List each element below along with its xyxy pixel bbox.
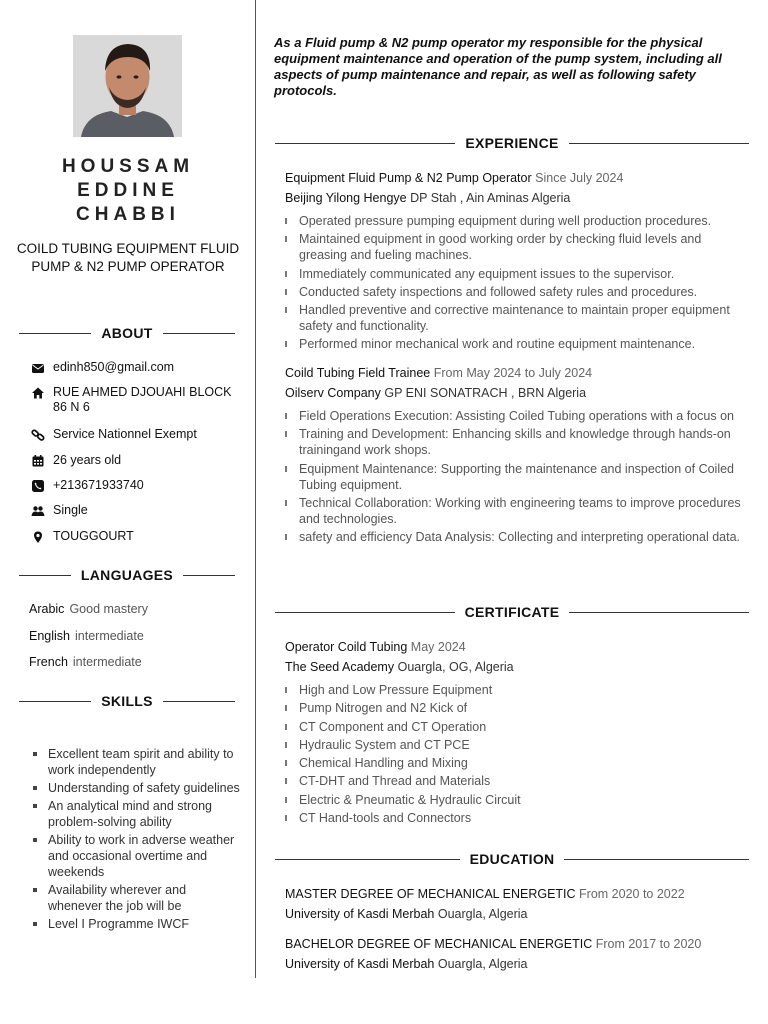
list-item: Electric & Pneumatic & Hydraulic Circuit <box>285 792 750 808</box>
contact-age-text: 26 years old <box>53 453 122 467</box>
languages-heading-label: LANGUAGES <box>80 567 174 583</box>
contact-marital-status-text: Single <box>53 503 88 517</box>
school-name: University of Kasdi Merbah <box>285 957 435 971</box>
contact-address-text: RUE AHMED DJOUAHI BLOCK 86 N 6 <box>53 385 232 414</box>
contact-address <box>31 385 241 415</box>
about-heading-label: ABOUT <box>101 325 153 341</box>
list-item: Availability wherever and whenever the job will be <box>33 882 243 914</box>
certificate-entry <box>285 638 750 676</box>
list-item: Maintained equipment in good working order by checking fluid levels and greasing and fueling machines. <box>285 231 750 263</box>
job-company: Beijing Yilong Hengye <box>285 191 407 205</box>
job-company: Oilserv Company <box>285 386 381 400</box>
list-item: CT-DHT and Thread and Materials <box>285 773 750 789</box>
sidebar <box>0 0 256 1024</box>
list-item: High and Low Pressure Equipment <box>285 682 750 698</box>
profile-photo <box>73 35 182 137</box>
name-line-last: CHABBI <box>76 204 180 225</box>
users-icon <box>31 504 45 518</box>
languages-heading <box>19 565 235 585</box>
contact-service <box>31 427 241 442</box>
list-item: Understanding of safety guidelines <box>33 780 243 796</box>
list-item: Pump Nitrogen and N2 Kick of <box>285 700 750 716</box>
list-item: Level I Programme IWCF <box>33 916 243 932</box>
phone-icon <box>31 479 45 493</box>
calendar-icon <box>31 454 45 468</box>
home-icon <box>31 386 45 400</box>
candidate-name <box>0 155 256 227</box>
school-location: Ouargla, Algeria <box>437 907 528 921</box>
school-location: Ouargla, Algeria <box>437 957 528 971</box>
education-heading <box>275 849 749 869</box>
degree-title: MASTER DEGREE OF MECHANICAL ENERGETIC <box>285 887 576 901</box>
language-name: English <box>29 629 70 643</box>
job-entry-1 <box>285 169 750 207</box>
degree-date: From 2020 to 2022 <box>579 887 685 901</box>
list-item: Hydraulic System and CT PCE <box>285 737 750 753</box>
job-title: Equipment Fluid Pump & N2 Pump Operator <box>285 171 532 185</box>
school-name: University of Kasdi Merbah <box>285 907 435 921</box>
list-item: Performed minor mechanical work and routine equipment maintenance. <box>285 336 750 352</box>
education-entry-1 <box>285 885 750 923</box>
job-2-bullets <box>285 408 750 547</box>
list-item: Chemical Handling and Mixing <box>285 755 750 771</box>
degree-date: From 2017 to 2020 <box>595 937 702 951</box>
language-name: French <box>29 655 68 669</box>
education-heading-label: EDUCATION <box>469 851 555 867</box>
language-level: intermediate <box>72 655 142 669</box>
job-location: GP ENI SONATRACH , BRN Algeria <box>384 386 587 400</box>
list-item: Immediately communicated any equipment issues to the supervisor. <box>285 266 750 282</box>
list-item: Field Operations Execution: Assisting Coiled Tubing operations with a focus on <box>285 408 750 424</box>
list-item: Excellent team spirit and ability to work independently <box>33 746 243 778</box>
certificate-title: Operator Coild Tubing <box>285 640 408 654</box>
experience-heading <box>275 133 749 153</box>
language-item <box>29 655 142 670</box>
skills-heading <box>19 691 235 711</box>
certificate-heading <box>275 602 749 622</box>
list-item: Equipment Maintenance: Supporting the maintenance and inspection of Coiled Tubing equipment. <box>285 461 750 493</box>
column-divider <box>255 0 256 978</box>
envelope-icon <box>31 361 45 375</box>
language-item <box>29 602 148 617</box>
certificate-date: May 2024 <box>410 640 466 654</box>
skills-list <box>33 746 243 934</box>
location-pin-icon <box>31 530 45 544</box>
name-line-middle: EDDINE <box>77 180 179 201</box>
language-item <box>29 629 144 644</box>
job-entry-2 <box>285 364 750 402</box>
skills-heading-label: SKILLS <box>101 693 153 709</box>
contact-phone-text: +213671933740 <box>53 478 144 492</box>
list-item: Training and Development: Enhancing skills and knowledge through hands-on trainingand work shops. <box>285 426 750 458</box>
certificate-bullets <box>285 682 750 828</box>
job-1-bullets <box>285 213 750 355</box>
list-item: CT Hand-tools and Connectors <box>285 810 750 826</box>
certificate-heading-label: CERTIFICATE <box>464 604 560 620</box>
list-item: safety and efficiency Data Analysis: Collecting and interpreting operational data. <box>285 529 750 545</box>
job-location: DP Stah , Ain Aminas Algeria <box>410 191 571 205</box>
contact-email-text: edinh850@gmail.com <box>53 360 175 374</box>
job-date: Since July 2024 <box>535 171 624 185</box>
language-level: intermediate <box>75 629 144 643</box>
link-icon <box>31 428 45 442</box>
certificate-issuer: The Seed Academy <box>285 660 395 674</box>
contact-age <box>31 453 241 468</box>
contact-email <box>31 360 241 375</box>
list-item: Technical Collaboration: Working with engineering teams to improve procedures and technologies. <box>285 495 750 527</box>
name-line-first: HOUSSAM <box>61 156 195 177</box>
experience-heading-label: EXPERIENCE <box>465 135 559 151</box>
job-date: From May 2024 to July 2024 <box>433 366 593 380</box>
language-name: Arabic <box>29 602 65 616</box>
job-title: COILD TUBING EQUIPMENT FLUID PUMP & N2 PUMP OPERATOR <box>16 241 240 274</box>
certificate-location: Ouargla, OG, Algeria <box>397 660 514 674</box>
contact-city-text: TOUGGOURT <box>53 529 134 543</box>
list-item: Handled preventive and corrective maintenance to maintain proper equipment safety and functionality. <box>285 302 750 334</box>
job-title: Coild Tubing Field Trainee <box>285 366 431 380</box>
list-item: CT Component and CT Operation <box>285 719 750 735</box>
list-item: An analytical mind and strong problem-solving ability <box>33 798 243 830</box>
language-level: Good mastery <box>69 602 148 616</box>
profile-summary: As a Fluid pump & N2 pump operator my responsible for the physical equipment maintenance and operation of the pump system, including all aspects of pump maintenance and repair, as well as following safety protocols. <box>274 35 722 98</box>
list-item: Ability to work in adverse weather and occasional overtime and weekends <box>33 832 243 880</box>
contact-marital-status <box>31 503 241 518</box>
degree-title: BACHELOR DEGREE OF MECHANICAL ENERGETIC <box>285 937 593 951</box>
contact-phone <box>31 478 241 493</box>
contact-service-text: Service Nationnel Exempt <box>53 427 197 441</box>
list-item: Operated pressure pumping equipment during well production procedures. <box>285 213 750 229</box>
education-entry-2 <box>285 935 750 973</box>
list-item: Conducted safety inspections and followed safety rules and procedures. <box>285 284 750 300</box>
about-heading <box>19 323 235 343</box>
contact-city <box>31 529 241 544</box>
